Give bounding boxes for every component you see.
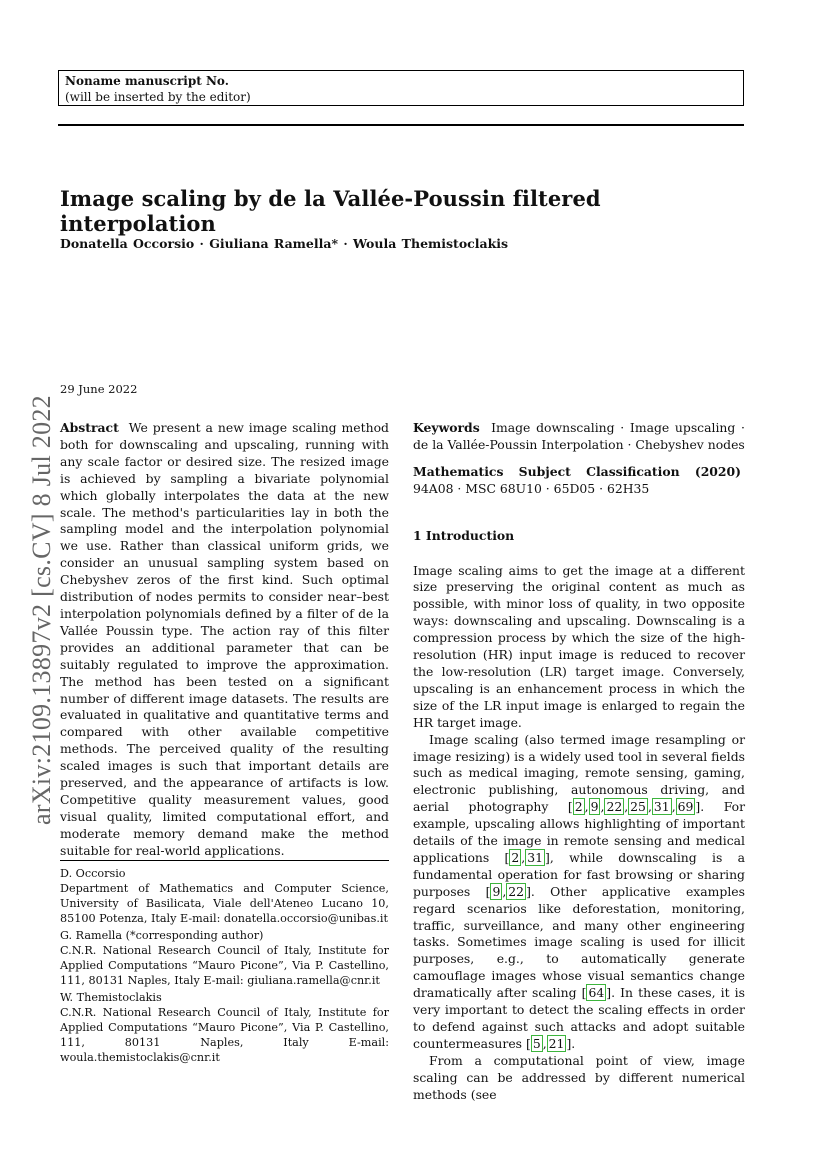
citation-link[interactable]: 9	[590, 799, 599, 815]
keywords	[413, 420, 745, 454]
abstract-label: Abstract	[60, 420, 119, 435]
citation-link[interactable]: 9	[492, 883, 501, 899]
affiliation-themistoclakis	[60, 990, 389, 1065]
editor-note: (will be inserted by the editor)	[65, 90, 251, 104]
citation-link[interactable]: 22	[606, 799, 623, 815]
citation-link[interactable]: 21	[548, 1035, 565, 1051]
author-list: Donatella Occorsio · Giuliana Ramella* · Woula Themistoclakis	[60, 236, 509, 251]
affiliation-text: C.N.R. National Research Council of Italy, Institute for Applied Computations “Mauro Picone”, Via P. Castellino, 111, 80131 Naples, Italy E-mail: giuliana.ramella@cnr.it	[60, 944, 389, 987]
msc-text: 94A08 · MSC 68U10 · 65D05 · 62H35	[413, 480, 650, 496]
affiliation-name: W. Themistoclakis	[60, 991, 162, 1004]
citation-link[interactable]: 22	[508, 883, 525, 899]
msc	[413, 464, 745, 498]
affiliation-occorsio	[60, 866, 389, 926]
affiliation-ramella	[60, 928, 389, 988]
abstract-text: We present a new image scaling method both for downscaling and upscaling, running with any scale factor or desired size. The resized image is achieved by sampling a bivariate polynomial which globally interpolates the data at the new scale. The method's particularities lay in both the sampling model and the interpolation polynomial we use. Rather than classical uniform grids, we consider an unusual sampling system based on Chebyshev zeros of the first kind. Such optimal distribution of nodes permits to consider near–best interpolation polynomials defined by a filter of de la Vallée Poussin type. The action ray of this filter provides an additional parameter that can be suitably regulated to improve the approximation. The method has been tested on a significant number of different image datasets. The results are evaluated in qualitative and quantitative terms and compared with other available competitive methods. The perceived quality of the resulting scaled images is such that important details are preserved, and the appearance of artifacts is low. Competitive quality measurement values, good visual quality, limited computational effort, and moderate memory demand make the method suitable for real-world applications.	[60, 420, 389, 858]
intro-paragraph-3: From a computational point of view, image scaling can be addressed by different numerical methods (see	[413, 1052, 745, 1102]
citation-link[interactable]: 69	[677, 799, 694, 815]
keywords-text: Image downscaling · Image upscaling · de la Vallée-Poussin Interpolation · Chebyshev nodes	[413, 420, 745, 452]
intro-paragraph-1: Image scaling aims to get the image at a different size preserving the original content as much as possible, with minor loss of quality, in two opposite ways: downscaling and upscaling. Downscaling is a compression process by which the size of the high-resolution (HR) input image is reduced to recover the low-resolution (LR) target image. Conversely, upscaling is an enhancement process in which the size of the LR input image is enlarged to regain the HR target image.	[413, 562, 745, 730]
abstract	[60, 420, 389, 860]
citation-link[interactable]: 5	[532, 1035, 541, 1051]
manuscript-label: Noname manuscript No.	[65, 74, 229, 88]
arxiv-id: arXiv:2109.13897v2 [cs.CV] 8 Jul 2022	[27, 395, 56, 825]
footnote-rule	[60, 860, 389, 861]
paper-title: Image scaling by de la Vallée-Poussin filtered interpolation	[60, 186, 601, 236]
citation-link[interactable]: 31	[653, 799, 670, 815]
affiliation-name: G. Ramella (*corresponding author)	[60, 929, 264, 942]
msc-label: Mathematics Subject Classification (2020)	[413, 463, 742, 479]
right-column	[413, 420, 745, 1104]
citation-link[interactable]: 31	[527, 849, 543, 865]
date: 29 June 2022	[60, 382, 138, 396]
affiliation-text: Department of Mathematics and Computer Science, University of Basilicata, Viale dell'Ateneo Lucano 10, 85100 Potenza, Italy E-mail: donatella.occorsio@unibas.it	[60, 882, 389, 925]
keywords-label: Keywords	[413, 420, 480, 435]
affiliation-text: C.N.R. National Research Council of Italy, Institute for Applied Computations “Mauro Picone”, Via P. Castellino, 111, 80131 Naples, Italy E-mail: woula.themistoclakis@cnr.it	[60, 1006, 389, 1064]
citation-link[interactable]: 2	[511, 849, 520, 865]
affiliation-name: D. Occorsio	[60, 867, 126, 880]
manuscript-header-box	[58, 70, 744, 106]
arxiv-watermark	[22, 380, 62, 840]
citation-link[interactable]: 25	[630, 799, 646, 815]
section-heading: 1 Introduction	[413, 527, 515, 543]
header-rule	[58, 124, 744, 126]
citation-link[interactable]: 2	[574, 799, 583, 815]
citation-link[interactable]: 64	[588, 985, 605, 1001]
intro-paragraph-2: Image scaling (also termed image resampling or image resizing) is a widely used tool in several fields such as medical imaging, remote sensing, gaming, electronic publishing, autonomous driving, and aerial photography [ 2 , 9 , 22 , 25 , 31 , 69 ]. For example, upscaling allows highlighting of important details of the image in remote sensing and medical applications [ 2 , 31 ], while downscaling is a fundamental operation for fast browsing or sharing purposes [ 9 , 22 ]. Other applicative examples regard scenarios like deforestation, monitoring, traffic, surveillance, and many other engineering tasks. Sometimes image scaling is used for illicit purposes, e.g., to automatically generate camouflage images whose visual semantics change dramatically after scaling [ 64 ]. In these cases, it is very important to detect the scaling effects in order to defend against such attacks and adopt suitable countermeasures [ 5 , 21 ].	[413, 731, 745, 1051]
